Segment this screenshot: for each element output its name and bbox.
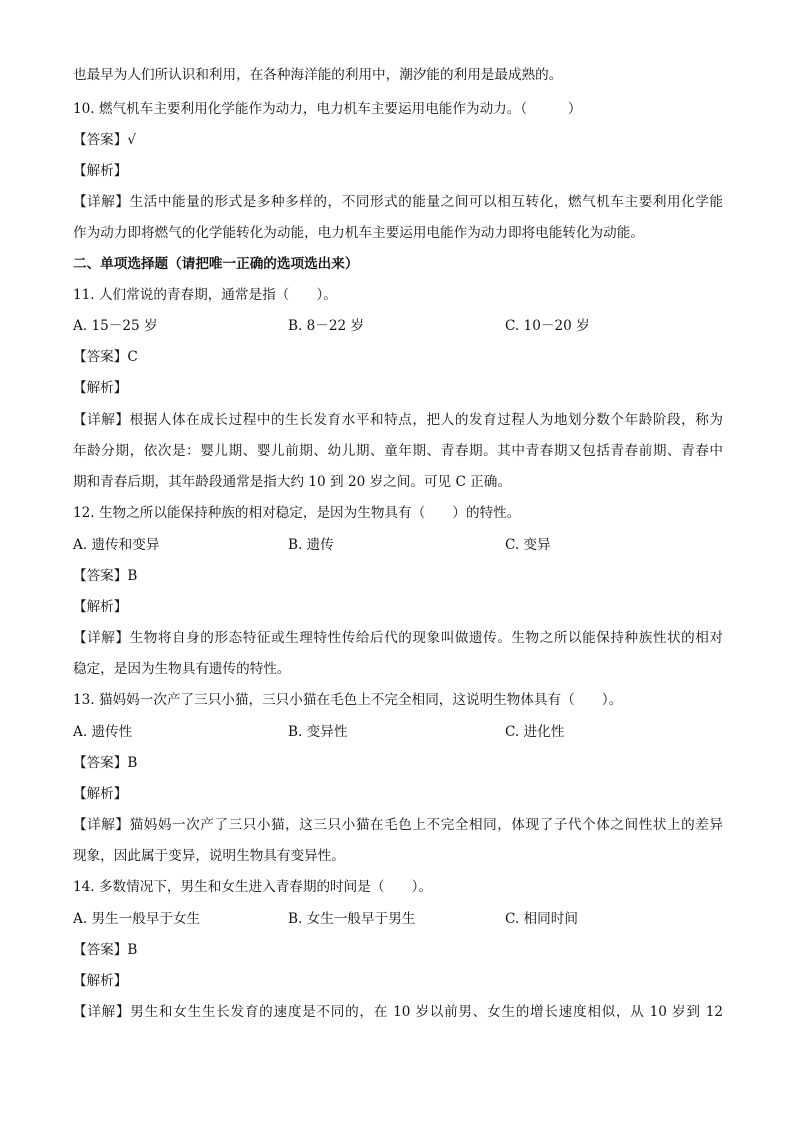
detail-line: 【详解】生物将自身的形态特征或生理特性传给后代的现象叫做遗传。生物之所以能保持种族性状的相对 bbox=[73, 630, 723, 646]
answer-label: 【答案】C bbox=[73, 349, 138, 365]
detail-line: 【详解】男生和女生生长发育的速度是不同的，在 10 岁以前男、女生的增长速度相似，从 10 岁到 12 bbox=[73, 1004, 723, 1020]
analysis-label: 【解析】 bbox=[73, 599, 128, 615]
answer-label: 【答案】√ bbox=[73, 132, 137, 148]
option-c: C. 变异 bbox=[505, 537, 551, 553]
section-heading: 二、单项选择题（请把唯一正确的选项选出来） bbox=[73, 256, 359, 272]
paragraph-line: 也最早为人们所认识和利用，在各种海洋能的利用中，潮汐能的利用是最成熟的。 bbox=[73, 67, 563, 83]
question-12: 12. 生物之所以能保持种族的相对稳定，是因为生物具有（ ）的特性。 bbox=[73, 505, 521, 521]
answer-label: 【答案】B bbox=[73, 942, 138, 958]
detail-line: 【详解】根据人体在成长过程中的生长发育水平和特点，把人的发育过程人为地划分数个年龄阶段，称为 bbox=[73, 412, 723, 428]
option-a: A. 15－25 岁 bbox=[73, 318, 158, 334]
option-a: A. 男生一般早于女生 bbox=[73, 911, 201, 927]
analysis-label: 【解析】 bbox=[73, 380, 128, 396]
option-b: B. 8－22 岁 bbox=[288, 318, 365, 334]
detail-line: 【详解】生活中能量的形式是多种多样的，不同形式的能量之间可以相互转化，燃气机车主要利用化学能 bbox=[73, 194, 723, 210]
detail-line: 稳定，是因为生物具有遗传的特性。 bbox=[73, 661, 291, 677]
option-a: A. 遗传性 bbox=[73, 724, 133, 740]
detail-line: 作为动力即将燃气的化学能转化为动能，电力机车主要运用电能作为动力即将电能转化为动能。 bbox=[73, 225, 644, 241]
detail-line: 现象，因此属于变异，说明生物具有变异性。 bbox=[73, 848, 345, 864]
option-c: C. 10－20 岁 bbox=[505, 318, 590, 334]
answer-label: 【答案】B bbox=[73, 755, 138, 771]
option-c: C. 相同时间 bbox=[505, 911, 578, 927]
detail-line: 【详解】猫妈妈一次产了三只小猫，这三只小猫在毛色上不完全相同，体现了子代个体之间性状上的差异 bbox=[73, 817, 723, 833]
option-a: A. 遗传和变异 bbox=[73, 537, 160, 553]
analysis-label: 【解析】 bbox=[73, 973, 128, 989]
option-b: B. 变异性 bbox=[288, 724, 348, 740]
option-c: C. 进化性 bbox=[505, 724, 565, 740]
question-14: 14. 多数情况下，男生和女生进入青春期的时间是（ ）。 bbox=[73, 879, 432, 895]
option-b: B. 遗传 bbox=[288, 537, 334, 553]
detail-line: 年龄分期，依次是：婴儿期、婴儿前期、幼儿期、童年期、青春期。其中青春期又包括青春前期、青春中 bbox=[73, 443, 723, 459]
answer-label: 【答案】B bbox=[73, 568, 138, 584]
detail-line: 期和青春后期，其年龄段通常是指大约 10 到 20 岁之间。可见 C 正确。 bbox=[73, 474, 511, 490]
question-10: 10. 燃气机车主要利用化学能作为动力，电力机车主要运用电能作为动力。（ ） bbox=[73, 101, 582, 117]
option-b: B. 女生一般早于男生 bbox=[288, 911, 416, 927]
question-11: 11. 人们常说的青春期，通常是指（ ）。 bbox=[73, 287, 337, 303]
analysis-label: 【解析】 bbox=[73, 163, 128, 179]
analysis-label: 【解析】 bbox=[73, 786, 128, 802]
question-13: 13. 猫妈妈一次产了三只小猫，三只小猫在毛色上不完全相同，这说明生物体具有（ ）。 bbox=[73, 692, 623, 708]
